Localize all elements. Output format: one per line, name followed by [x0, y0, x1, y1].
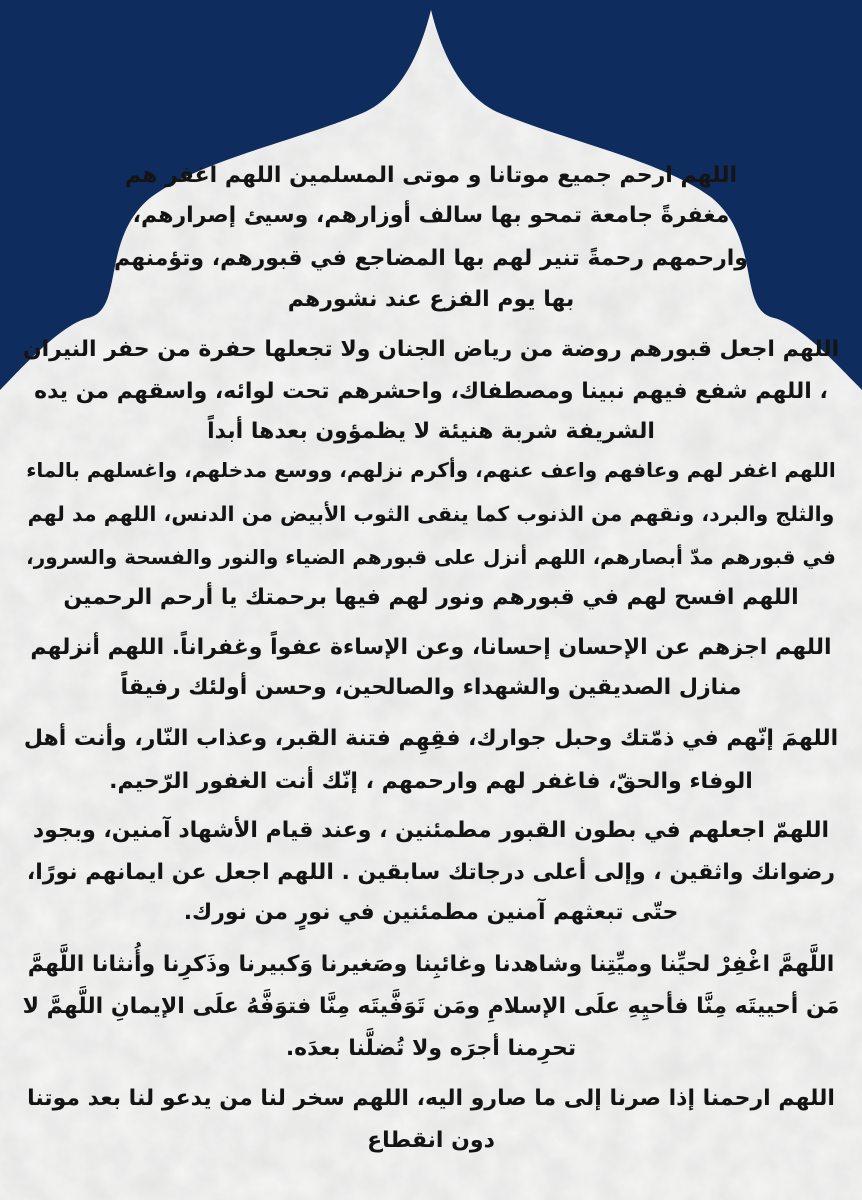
dua-line: مَن أحييتَه مِنَّا فأحيِهِ علَى الإسلامِ ومَن تَوَفَّيتَه مِنَّا فتوَفَّهُ علَى الإيمانِ اللَّهمَّ لا	[22, 994, 840, 1019]
dua-line: دون انقطاع	[367, 1128, 495, 1153]
dua-line: بها يوم الفزع عند نشورهم	[287, 287, 575, 312]
dua-line: اللهم ارحمنا إذا صرنا إلى ما صارو اليه، اللهم سخر لنا من يدعو لنا بعد موتنا	[27, 1086, 835, 1111]
dua-line: اللهم ارحم جميع موتانا و موتى المسلمين اللهم اغفر هم	[124, 163, 738, 188]
dua-line: اللهم اجزهم عن الإحسان إحسانا، وعن الإساءة عفواً وغفراناً. اللهم أنزلهم	[30, 635, 832, 660]
dua-line: الوفاء والحقّ، فاغفر لهم وارحمهم ، إنّك أنت الغفور الرّحيم.	[109, 769, 753, 794]
dua-line: رضوانك واثقين ، وإلى أعلى درجاتك سابقين . اللهم اجعل عن ايمانهم نورًا،	[26, 860, 836, 885]
dua-line: اللَّهمَّ اغْفِرْ لحيِّنا وميِّتِنا وشاهدنا وغائبِنا وصَغيرنا وَكبيرنا وذَكرِنا وأُنثانا اللَّهمَّ	[27, 952, 835, 977]
dua-line: في قبورهم مدّ أبصارهم، اللهم أنزل على قبورهم الضياء والنور والفسحة والسرور،	[26, 545, 836, 569]
dua-line: اللهم افسح لهم في قبورهم ونور لهم فيها برحمتك يا أرحم الرحمين	[63, 585, 799, 610]
dua-line: الشريفة شربة هنيئة لا يظمؤون بعدها أبداً	[207, 419, 655, 444]
dua-line: تحرِمنا أجرَه ولا تُضلَّنا بعدَه.	[285, 1036, 577, 1061]
dua-line: مغفرةً جامعة تمحو بها سالف أوزارهم، وسيئ إصرارهم،	[132, 203, 730, 228]
dua-line: ، اللهم شفع فيهم نبينا ومصطفاك، واحشرهم تحت لوائه، واسقهم من يده	[34, 379, 828, 404]
dua-line: والثلج والبرد، ونقهم من الذنوب كما ينقى الثوب الأبيض من الدنس، اللهم مد لهم	[27, 502, 835, 526]
dua-line: وارحمهم رحمةً تنير لهم بها المضاجع في قبورهم، وتؤمنهم	[114, 246, 748, 271]
dua-line: اللهم اغفر لهم وعافهم واعف عنهم، وأكرم نزلهم، ووسع مدخلهم، واغسلهم بالماء	[26, 458, 836, 482]
dua-line: اللهم اجعل قبورهم روضة من رياض الجنان ولا تجعلها حفرة من حفر النيران	[22, 337, 840, 362]
dua-line: حتّى تبعثهم آمنين مطمئنين في نورٍ من نورك.	[183, 900, 679, 925]
dua-line: منازل الصديقين والشهداء والصالحين، وحسن أولئك رفيقاً	[120, 675, 742, 700]
dua-line: اللهمّ اجعلهم في بطون القبور مطمئنين ، وعند قيام الأشهاد آمنين، وبجود	[32, 818, 830, 843]
dua-line: اللهمَ إنّهم في ذمّتك وحبل جوارك، فقِهِم فتنة القبر، وعذاب النّار، وأنت أهل	[23, 726, 839, 751]
